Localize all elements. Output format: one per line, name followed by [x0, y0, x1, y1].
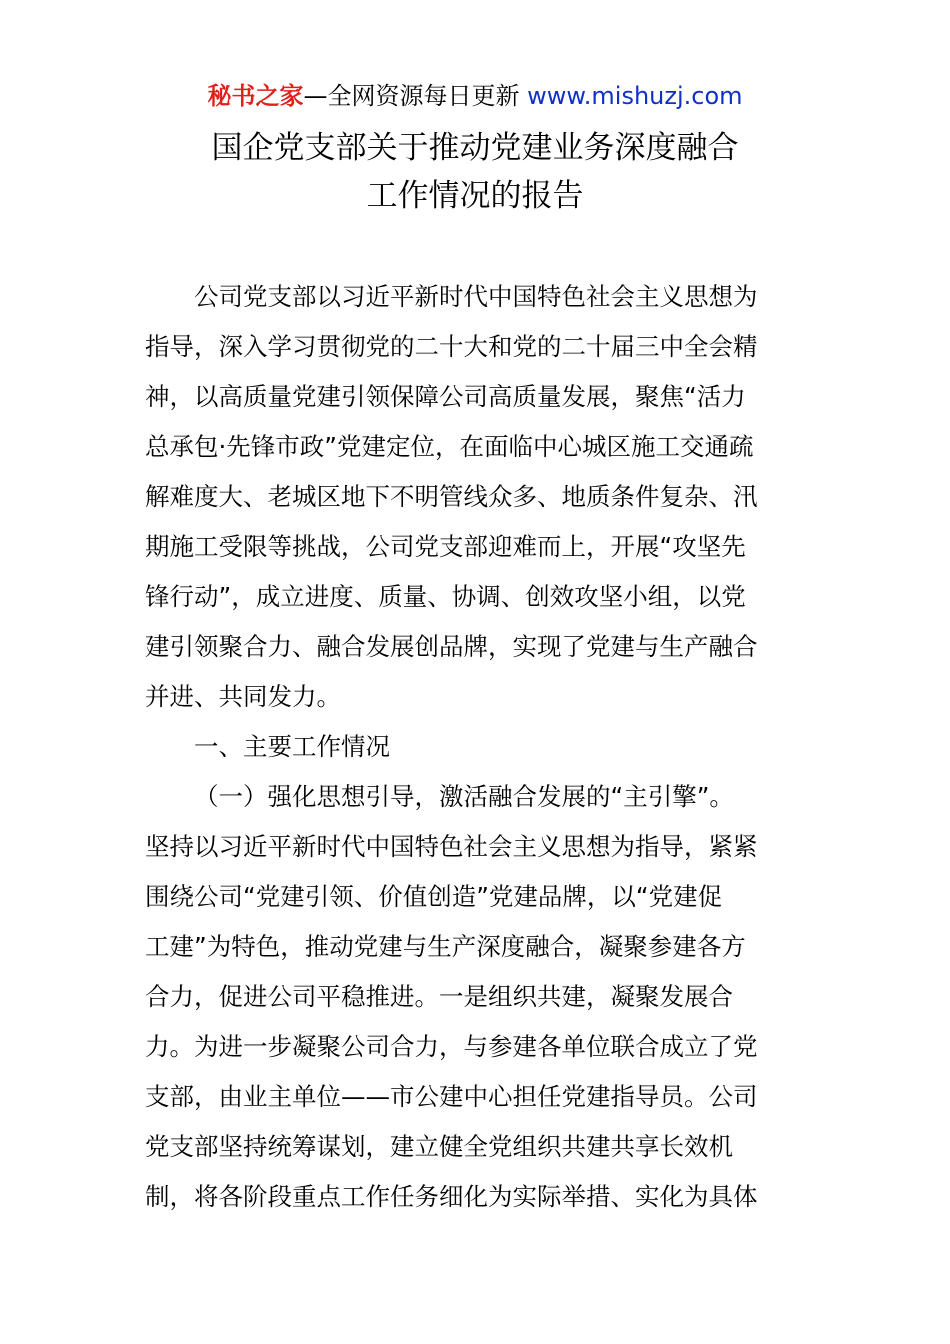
- paragraph-line: 党支部坚持统筹谋划，建立健全党组织共建共享长效机: [145, 1132, 733, 1161]
- subsection-heading: （一）强化思想引导，激活融合发展的“主引擎”。: [194, 782, 734, 811]
- document-title-line-2: 工作情况的报告: [366, 178, 584, 214]
- section-heading: 一、主要工作情况: [194, 732, 390, 761]
- paragraph-line: 解难度大、老城区地下不明管线众多、地质条件复杂、汛: [145, 482, 758, 511]
- paragraph-line: 神，以高质量党建引领保障公司高质量发展，聚焦“活力: [145, 382, 746, 411]
- paragraph-line: 公司党支部以习近平新时代中国特色社会主义思想为: [194, 282, 758, 311]
- paragraph-line: 并进、共同发力。: [145, 682, 341, 711]
- document-title-line-1: 国企党支部关于推动党建业务深度融合: [211, 130, 739, 166]
- paragraph-line: 力。为进一步凝聚公司合力，与参建各单位联合成立了党: [145, 1032, 758, 1061]
- paragraph-line: 工建”为特色，推动党建与生产深度融合，凝聚参建各方: [145, 932, 746, 961]
- paragraph-line: 支部，由业主单位——市公建中心担任党建指导员。公司: [145, 1082, 758, 1111]
- paragraph-line: 制，将各阶段重点工作任务细化为实际举措、实化为具体: [145, 1182, 758, 1211]
- site-brand: 秘书之家: [207, 82, 304, 110]
- paragraph-line: 合力，促进公司平稳推进。一是组织共建，凝聚发展合: [145, 982, 733, 1011]
- site-tagline: —全网资源每日更新: [303, 82, 528, 110]
- paragraph-line: 总承包·先锋市政”党建定位，在面临中心城区施工交通疏: [145, 432, 754, 461]
- site-header: [0, 80, 950, 112]
- paragraph-line: 指导，深入学习贯彻党的二十大和党的二十届三中全会精: [145, 332, 758, 361]
- paragraph-line: 锋行动”，成立进度、质量、协调、创效攻坚小组，以党: [145, 582, 746, 611]
- paragraph-line: 坚持以习近平新时代中国特色社会主义思想为指导，紧紧: [145, 832, 758, 861]
- site-url[interactable]: www.mishuzj.com: [527, 82, 743, 110]
- document-body: [145, 272, 809, 1222]
- paragraph-line: 期施工受限等挑战，公司党支部迎难而上，开展“攻坚先: [145, 532, 746, 561]
- paragraph-line: 围绕公司“党建引领、价值创造”党建品牌，以“党建促: [145, 882, 723, 911]
- paragraph-line: 建引领聚合力、融合发展创品牌，实现了党建与生产融合: [145, 632, 758, 661]
